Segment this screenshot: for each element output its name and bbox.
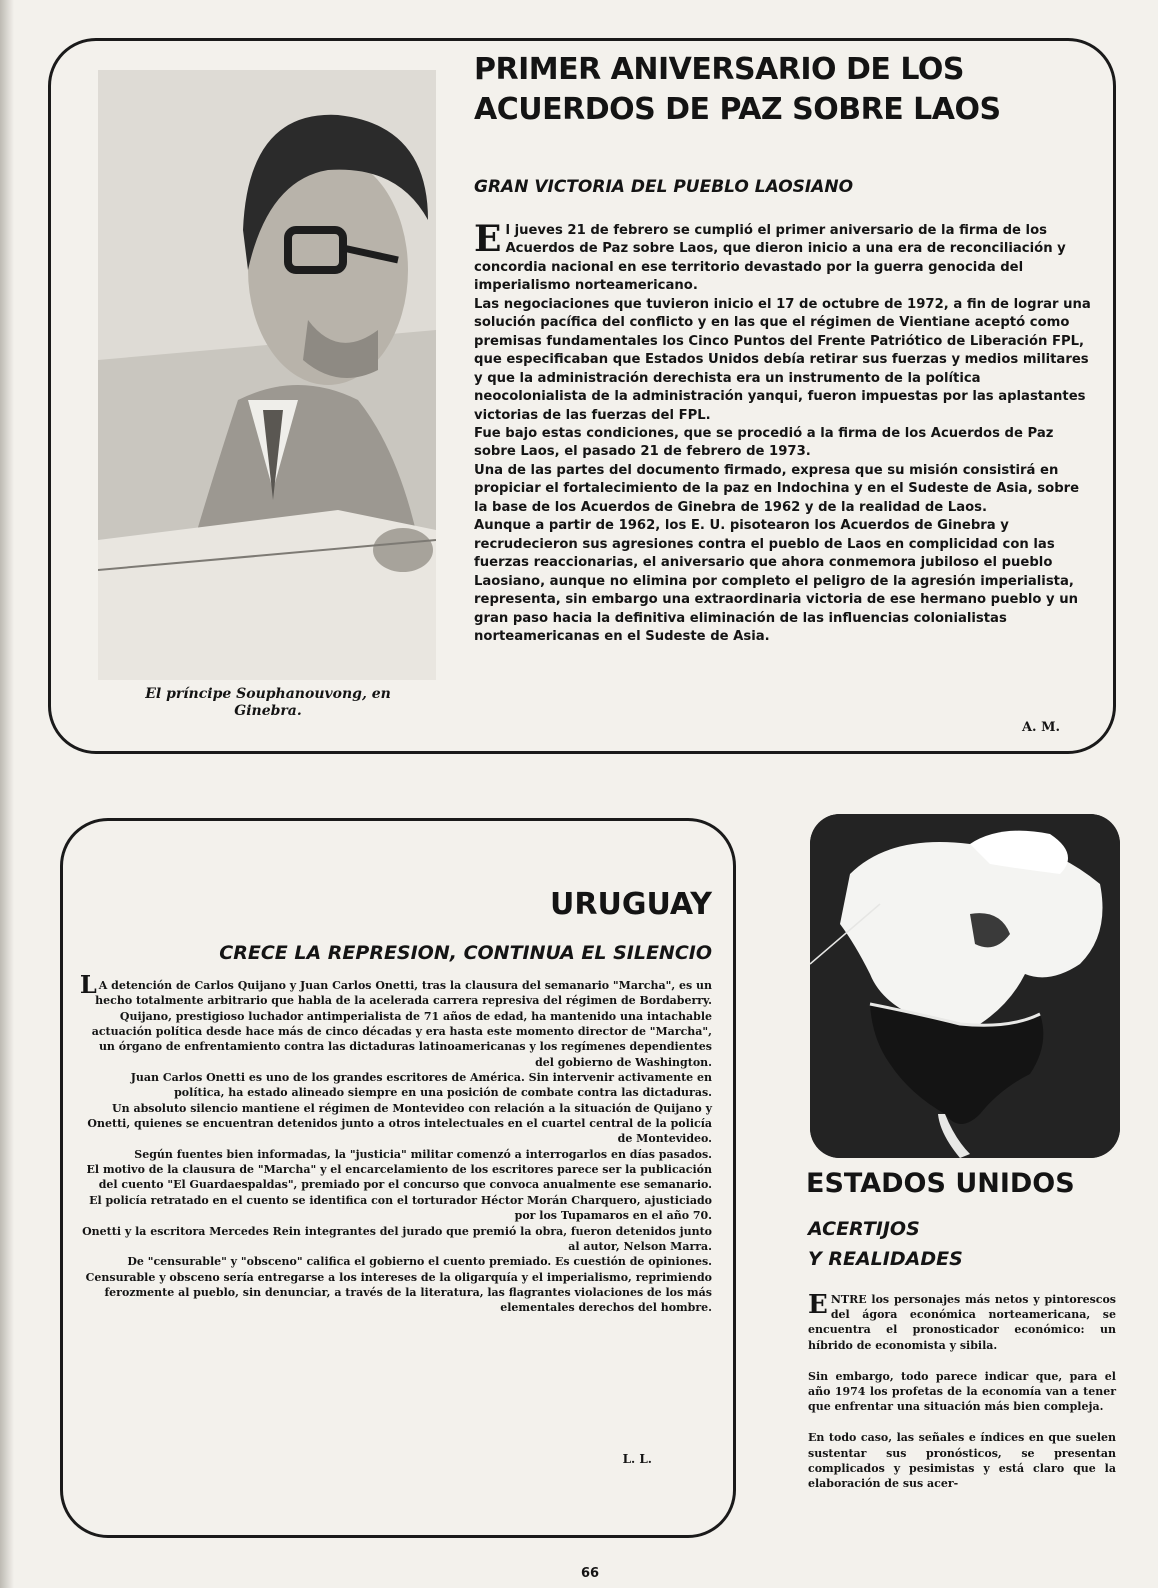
usa-subtitle [808,1214,1108,1274]
laos-body [474,218,1094,646]
uruguay-signature: L. L. [622,1452,652,1466]
laos-paragraph: Una de las partes del documento firmado, expresa que su misión consistirá en propiciar el fortalecimiento de la paz en Indochina y en el Sudeste de Asia, sobre la base de los Acuerdos de Ginebra de 1962 y de la realidad de Laos. [474,462,1080,515]
usa-paragraph: En todo caso, las señales e índices en que suelen sustentar sus pronósticos, se presentan complicados y pesimistas y está claro que la elaboración de sus acer- [808,1431,1116,1491]
north-america-map-image [810,814,1120,1158]
uruguay-dropcap: L [79,970,97,999]
uruguay-paragraph-first [78,970,712,1070]
usa-body [808,1292,1116,1507]
laos-subtitle: GRAN VICTORIA DEL PUEBLO LAOSIANO [474,177,854,197]
usa-subtitle-line1: ACERTIJOS [808,1218,920,1240]
uruguay-paragraph: Juan Carlos Onetti es uno de los grandes escritores de América. Sin intervenir activamente en política, ha estado alineado siempre en una posición de combate contra las dictaduras. [130,1071,712,1100]
uruguay-paragraph: El motivo de la clausura de "Marcha" y el encarcelamiento de los escritores parece ser la publicación del cuento "El Guardaespaldas", premiado por el concurso que convoca anualmente ese semanario. [86,1163,712,1192]
uruguay-paragraph: Según fuentes bien informadas, la "justicia" militar comenzó a interrogarlos en días pasados. [134,1147,712,1161]
laos-dropcap: E [474,218,502,260]
laos-paragraph: Las negociaciones que tuvieron inicio el 17 de octubre de 1972, a fin de lograr una solución pacífica del conflicto y en las que el régimen de Vientiane aceptó como premisas fundamentales los Cinco Puntos del Frente Patriótico de Liberación FPL, que especificaban que Estados Unidos debía retirar sus fuerzas y medios militares y que la administración derechista era un instrumento de la política neocolonialista de la administración yanqui, fueron impuestas por las aplastantes victorias de las fuerzas del FPL. [474,296,1091,423]
page-number: 66 [580,1566,600,1581]
usa-title: ESTADOS UNIDOS [806,1168,1075,1199]
laos-signature: A. M. [1021,720,1060,735]
uruguay-paragraph: Onetti y la escritora Mercedes Rein integrantes del jurado que premió la obra, fueron detenidos junto al autor, Nelson Marra. [82,1224,712,1253]
usa-subtitle-line2: Y REALIDADES [808,1248,963,1270]
usa-paragraph: Sin embargo, todo parece indicar que, para el año 1974 los profetas de la economía van a tener que enfrentar una situación más bien compleja. [808,1369,1116,1414]
uruguay-body [78,970,712,1316]
uruguay-paragraph: Un absoluto silencio mantiene el régimen de Montevideo con relación a la situación de Quijano y Onetti, quienes se encuentran detenidos junto a otros intelectuales en el cuartel central de la policía de Montevideo. [87,1101,712,1146]
uruguay-paragraph: De "censurable" y "obsceno" califica el gobierno el cuento premiado. Es cuestión de opiniones. Censurable y obsceno sería entregarse a los intereses de la oligarquía y el imperialismo, reprimiendo ferozmente al pueblo, sin denunciar, a través de la literatura, las flagrantes violaciones de los más elementales derechos del hombre. [85,1255,712,1315]
uruguay-paragraph-text: A detención de Carlos Quijano y Juan Carlos Onetti, tras la clausura del semanario "Marcha", es un hecho totalmente arbitrario que habla de la acelerada carrera represiva del régimen de Bordaberry. Quijano, prestigioso luchador antimperialista de 71 años de edad, ha mantenido una intachable actuación política desde hace más de cinco décadas y era hasta este momento director de "Marcha", un órgano de enfrentamiento contra las dictaduras latinoamericanas y los regímenes dependientes del gobierno de Washington. [91,979,712,1069]
laos-paragraph: l jueves 21 de febrero se cumplió el primer aniversario de la firma de los Acuerdos de Paz sobre Laos, que dieron inicio a una era de reconciliación y concordia nacional en ese territorio devastado por la guerra genocida del imperialismo norteamericano. [474,223,1066,294]
photo-caption: El príncipe Souphanouvong, en Ginebra. [145,686,391,719]
page-edge-shadow [0,0,14,1588]
laos-title: PRIMER ANIVERSARIO DE LOS ACUERDOS DE PAZ SOBRE LAOS [474,52,1001,127]
usa-paragraph: NTRE los personajes más netos y pintorescos del ágora económica norteamericana, se encuentra el pronosticador económico: un híbrido de economista y sibila. [808,1293,1116,1352]
uruguay-subtitle: CRECE LA REPRESION, CONTINUA EL SILENCIO [219,942,712,964]
usa-dropcap: E [808,1290,828,1320]
laos-paragraph: Aunque a partir de 1962, los E. U. pisotearon los Acuerdos de Ginebra y recrudecieron sus agresiones contra el pueblo de Laos en complicidad con las fuerzas reaccionarias, el aniversario que ahora conmemora jubiloso el pueblo Laosiano, aunque no elimina por completo el peligro de la agresión imperialista, representa, sin embargo una extraordinaria victoria de ese hermano pueblo y un gran paso hacia la definitiva eliminación de las influencias colonialistas norteamericanas en el Sudeste de Asia. [474,518,1079,644]
souphanouvong-photo [98,70,436,680]
uruguay-paragraph: El policía retratado en el cuento se identifica con el torturador Héctor Morán Charquero, ajusticiado por los Tupamaros en el año 70. [89,1193,712,1223]
laos-paragraph: Fue bajo estas condiciones, que se procedió a la firma de los Acuerdos de Paz sobre Laos, el pasado 21 de febrero de 1973. [474,425,1054,460]
uruguay-title: URUGUAY [550,887,712,922]
